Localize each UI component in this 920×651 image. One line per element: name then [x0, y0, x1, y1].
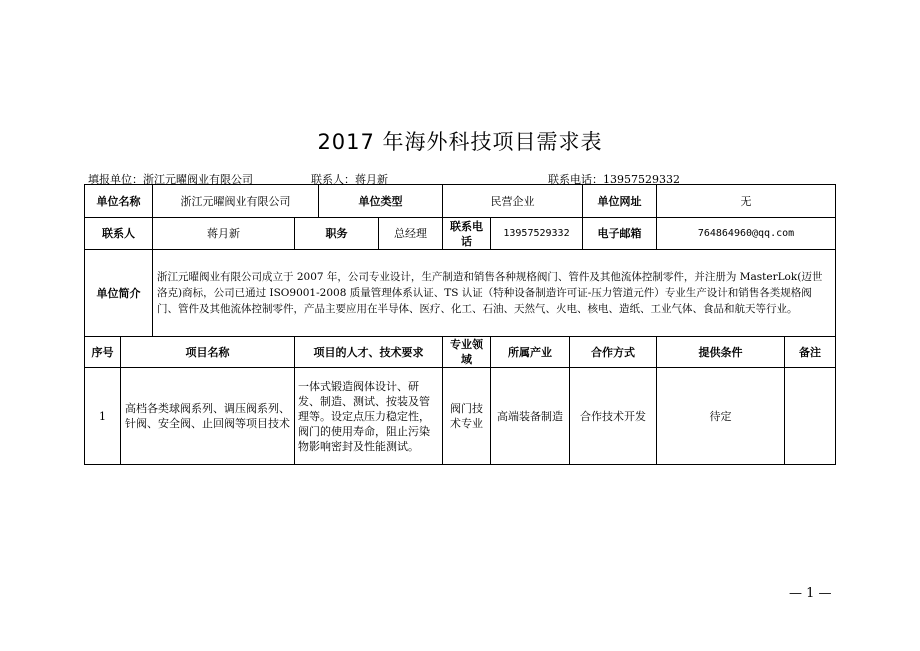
- page-title: 2017 年海外科技项目需求表: [317, 130, 603, 154]
- project-field: 阀门技术专业: [443, 368, 491, 465]
- col-header-remark: 备注: [785, 337, 836, 368]
- phone-value: 13957529332: [491, 218, 583, 250]
- table-row: [85, 368, 836, 465]
- position-value: 总经理: [379, 218, 443, 250]
- contact-person: 联系人：蒋月新: [311, 173, 388, 186]
- project-conditions: 待定: [657, 368, 785, 465]
- col-header-requirement: 项目的人才、技术要求: [295, 337, 443, 368]
- unit-name-label: 单位名称: [85, 185, 153, 218]
- col-header-no: 序号: [85, 337, 121, 368]
- unit-row: [85, 185, 836, 218]
- page-number: — 1 —: [789, 586, 832, 601]
- reporting-unit: 填报单位：浙江元曜阀业有限公司: [88, 173, 253, 186]
- contact-value: 蒋月新: [153, 218, 295, 250]
- position-label: 职务: [295, 218, 379, 250]
- unit-type-label: 单位类型: [319, 185, 443, 218]
- contact-label: 联系人: [85, 218, 153, 250]
- col-header-industry: 所属产业: [491, 337, 570, 368]
- project-cooperation: 合作技术开发: [570, 368, 657, 465]
- requirements-table: [84, 184, 836, 465]
- project-no: 1: [85, 368, 121, 465]
- contact-phone: 联系电话：13957529332: [548, 173, 680, 186]
- col-header-conditions: 提供条件: [657, 337, 785, 368]
- intro-row: [85, 250, 836, 337]
- website-label: 单位网址: [583, 185, 657, 218]
- col-header-field: 专业领域: [443, 337, 491, 368]
- project-industry: 高端装备制造: [491, 368, 570, 465]
- intro-label: 单位简介: [85, 250, 153, 337]
- phone-label: 联系电话: [443, 218, 491, 250]
- email-value: 764864960@qq.com: [657, 218, 836, 250]
- unit-name-value: 浙江元曜阀业有限公司: [153, 185, 319, 218]
- email-label: 电子邮箱: [583, 218, 657, 250]
- website-value: 无: [657, 185, 836, 218]
- project-remark: [785, 368, 836, 465]
- contact-row: [85, 218, 836, 250]
- col-header-cooperation: 合作方式: [570, 337, 657, 368]
- project-name: 高档各类球阀系列、调压阀系列、针阀、安全阀、止回阀等项目技术: [121, 368, 295, 465]
- project-requirement: 一体式锻造阀体设计、研发、制造、测试、按装及管理等。设定点压力稳定性，阀门的使用寿命，阻止污染物影响密封及性能测试。: [295, 368, 443, 465]
- unit-type-value: 民营企业: [443, 185, 583, 218]
- col-header-name: 项目名称: [121, 337, 295, 368]
- project-header-row: [85, 337, 836, 368]
- intro-text: 浙江元曜阀业有限公司成立于 2007 年，公司专业设计，生产制造和销售各种规格阀门、管件及其他流体控制零件，并注册为 MasterLok(迈世洛克)商标，公司已通过 ISO9001-2008 质量管理体系认证、TS 认证（特种设备制造许可证-压力管道元件）专业生产设计和销售各类规格阀门、管件及其他流体控制零件，产品主要应用在半导体、医疗、化工、石油、天然气、火电、核电、造纸、工业气体、食品和航天等行业。: [153, 250, 836, 337]
